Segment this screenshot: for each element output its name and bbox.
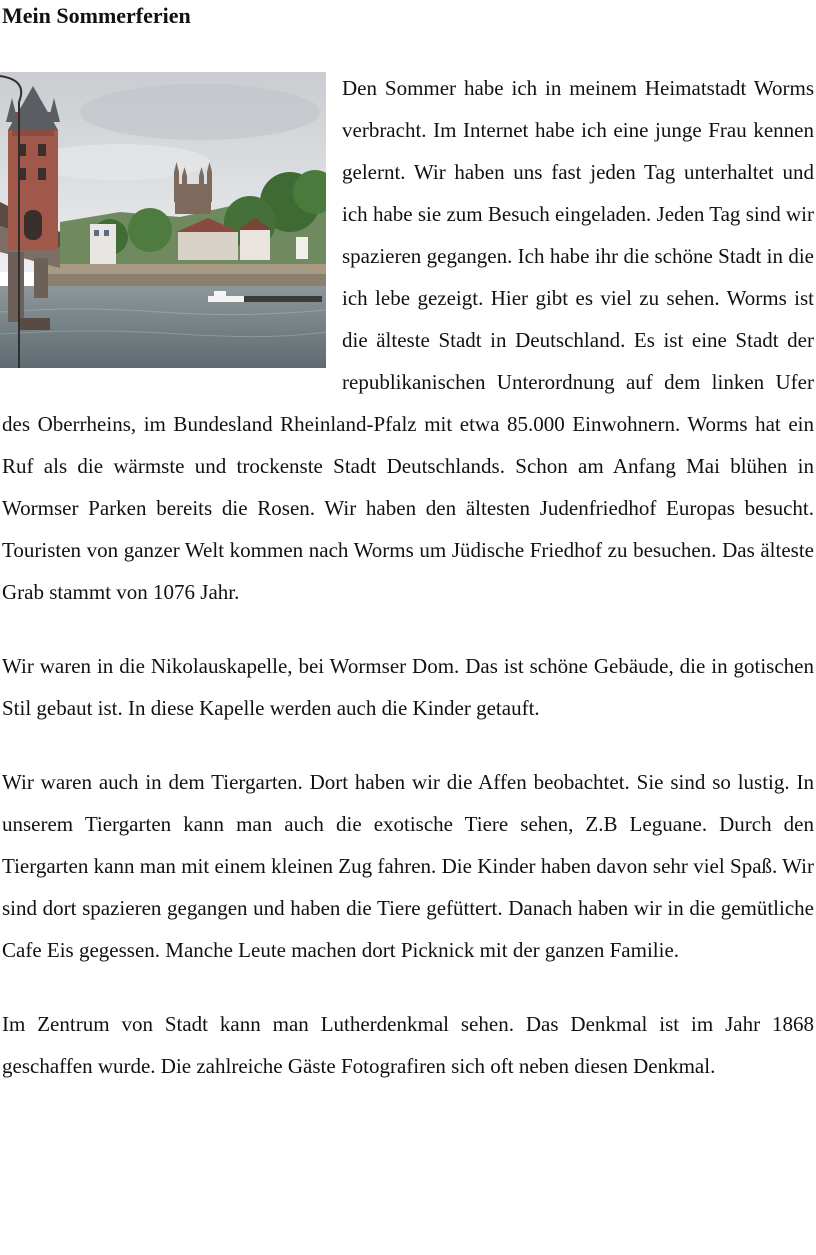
document-title: Mein Sommerferien: [2, 3, 191, 28]
paragraph-2: Wir waren in die Nikolauskapelle, bei Wormser Dom. Das ist schöne Gebäude, die in gotischen Stil gebaut ist. In diese Kapelle werden auch die Kinder getauft.: [2, 654, 814, 720]
paragraph-4: Im Zentrum von Stadt kann man Lutherdenkmal sehen. Das Denkmal ist im Jahr 1868 geschaffen wurde. Die zahlreiche Gäste Fotografiren sich oft neben diesen Denkmal.: [2, 1012, 814, 1078]
worms-river-photo: [0, 72, 326, 368]
document-body: [2, 67, 814, 1087]
paragraph-1: Den Sommer habe ich in meinem Heimatstadt Worms verbracht. Im Internet habe ich eine junge Frau kennen gelernt. Wir haben uns fast jeden Tag unterhaltet und ich habe sie zum Besuch eingeladen. Jeden Tag sind wir spazieren gegangen. Ich habe ihr die schöne Stadt in die ich lebe gezeigt. Hier gibt es viel zu sehen. Worms ist die älteste Stadt in Deutschland. Es ist eine Stadt der republikanischen Unterordnung auf dem linken Ufer des Oberrheins, im Bundesland Rheinland-Pfalz mit etwa 85.000 Einwohnern. Worms hat ein Ruf als die wärmste und trockenste Stadt Deutschlands. Schon am Anfang Mai blühen in Wormser Parken bereits die Rosen. Wir haben den ältesten Judenfriedhof Europas besucht. Touristen von ganzer Welt kommen nach Worms um Jüdische Friedhof zu besuchen. Das älteste Grab stammt von 1076 Jahr.: [2, 76, 814, 604]
paragraph-3: Wir waren auch in dem Tiergarten. Dort haben wir die Affen beobachtet. Sie sind so lustig. In unserem Tiergarten kann man auch die exotische Tiere sehen, Z.B Leguane. Durch den Tiergarten kann man mit einem kleinen Zug fahren. Die Kinder haben davon sehr viel Spaß. Wir sind dort spazieren gegangen und haben die Tiere gefüttert. Danach haben wir in die gemütliche Cafe Eis gegessen. Manche Leute machen dort Picknick mit der ganzen Familie.: [2, 770, 814, 962]
